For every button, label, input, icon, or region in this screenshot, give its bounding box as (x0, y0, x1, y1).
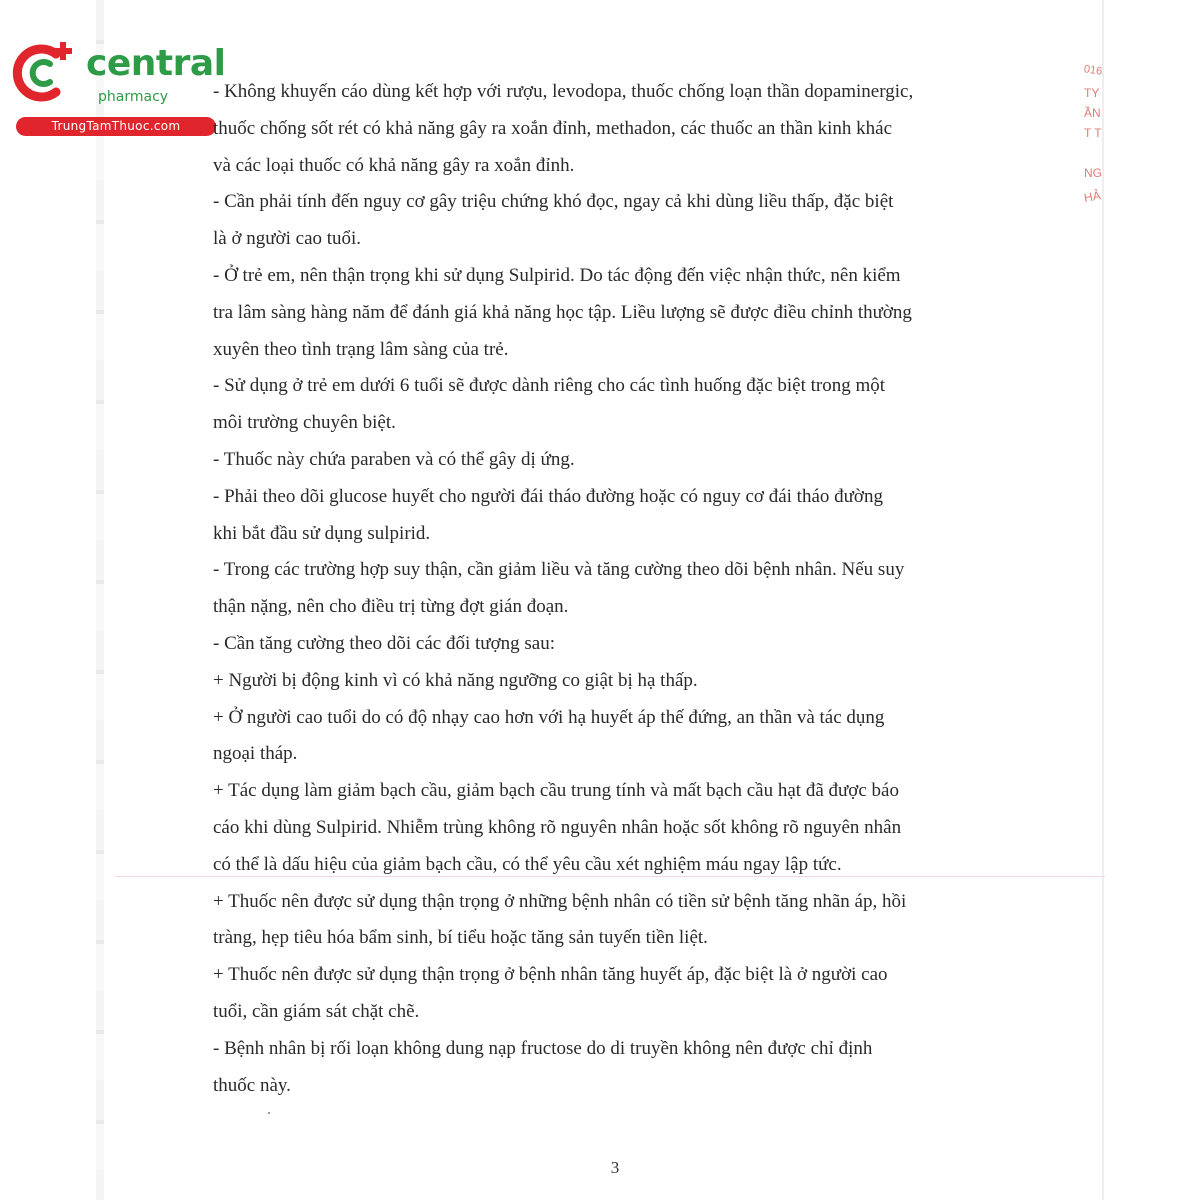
text-line: tràng, hẹp tiêu hóa bẩm sinh, bí tiểu hoặc tăng sản tuyến tiền liệt. (213, 927, 708, 949)
text-line: - Bệnh nhân bị rối loạn không dung nạp fructose do di truyền không nên được chỉ định (213, 1037, 873, 1059)
logo-url-badge[interactable]: TrungTamThuoc.com (16, 117, 216, 136)
text-line: khi bắt đầu sử dụng sulpirid. (213, 522, 431, 544)
stamp-text: 016 (1083, 63, 1103, 78)
text-line: + Thuốc nên được sử dụng thận trọng ở bệnh nhân tăng huyết áp, đặc biệt là ở người cao (213, 964, 888, 986)
text-line: - Cần phải tính đến nguy cơ gây triệu chứng khó đọc, ngay cả khi dùng liều thấp, đặc biệt (213, 191, 894, 213)
text-line: - Sử dụng ở trẻ em dưới 6 tuổi sẽ được dành riêng cho các tình huống đặc biệt trong một (213, 375, 886, 397)
stamp-text: ẦN (1084, 106, 1101, 120)
text-line: + Người bị động kinh vì có khả năng ngưỡng co giật bị hạ thấp. (213, 669, 698, 691)
text-line: xuyên theo tình trạng lâm sàng của trẻ. (213, 338, 509, 360)
document-body (213, 74, 1003, 1104)
text-line: - Không khuyến cáo dùng kết hợp với rượu, levodopa, thuốc chống loạn thần dopaminergic, (213, 81, 914, 102)
text-line: cáo khi dùng Sulpirid. Nhiễm trùng không rõ nguyên nhân hoặc sốt không rõ nguyên nhân (213, 816, 902, 838)
text-line: ngoại tháp. (213, 743, 298, 765)
stamp-text: TY (1084, 86, 1100, 100)
text-line: thuốc này. (213, 1074, 291, 1096)
text-line: và các loại thuốc có khả năng gây ra xoắn đỉnh. (213, 154, 575, 176)
text-line: + Ở người cao tuổi do có độ nhạy cao hơn với hạ huyết áp thế đứng, an thần và tác dụng (213, 706, 885, 728)
logo-subtitle: pharmacy (98, 89, 169, 105)
scan-dot (268, 1112, 270, 1114)
page-number: 3 (610, 1158, 620, 1177)
scan-edge-left (96, 0, 104, 1200)
text-line: là ở người cao tuổi. (213, 228, 362, 250)
text-line: - Trong các trường hợp suy thận, cần giảm liều và tăng cường theo dõi bệnh nhân. Nếu suy (213, 559, 905, 581)
pharmacy-logo[interactable] (10, 38, 226, 138)
text-line: thận nặng, nên cho điều trị từng đợt gián đoạn. (213, 596, 569, 618)
text-line: tuổi, cần giám sát chặt chẽ. (213, 1000, 420, 1022)
stamp-text: T T (1084, 126, 1102, 140)
text-line: môi trường chuyên biệt. (213, 412, 396, 434)
text-line: có thể là dấu hiệu của giảm bạch cầu, có thể yêu cầu xét nghiệm máu ngay lập tức. (213, 853, 842, 875)
logo-c-cross-icon (10, 40, 76, 106)
text-line: + Tác dụng làm giảm bạch cầu, giảm bạch cầu trung tính và mất bạch cầu hạt đã được báo (213, 780, 899, 802)
text-line: + Thuốc nên được sử dụng thận trọng ở những bệnh nhân có tiền sử bệnh tăng nhãn áp, hồi (213, 890, 907, 912)
text-line: - Thuốc này chứa paraben và có thể gây dị ứng. (213, 448, 575, 470)
text-line: tra lâm sàng hàng năm để đánh giá khả năng học tập. Liều lượng sẽ được điều chỉnh thường (213, 301, 912, 323)
text-line: thuốc chống sốt rét có khả năng gây ra xoắn đỉnh, methadon, các thuốc an thần kinh khác (213, 117, 893, 139)
logo-brand-name: central (86, 43, 226, 84)
red-stamp-fragment (1080, 45, 1110, 225)
text-line: - Phải theo dõi glucose huyết cho người đái tháo đường hoặc có nguy cơ đái tháo đường (213, 485, 883, 507)
stamp-text: NG (1084, 166, 1102, 180)
text-line: - Cần tăng cường theo dõi các đối tượng sau: (213, 632, 555, 654)
stamp-text: HẢ (1082, 188, 1102, 205)
text-line: - Ở trẻ em, nên thận trọng khi sử dụng Sulpirid. Do tác động đến việc nhận thức, nên kiểm (213, 264, 901, 286)
